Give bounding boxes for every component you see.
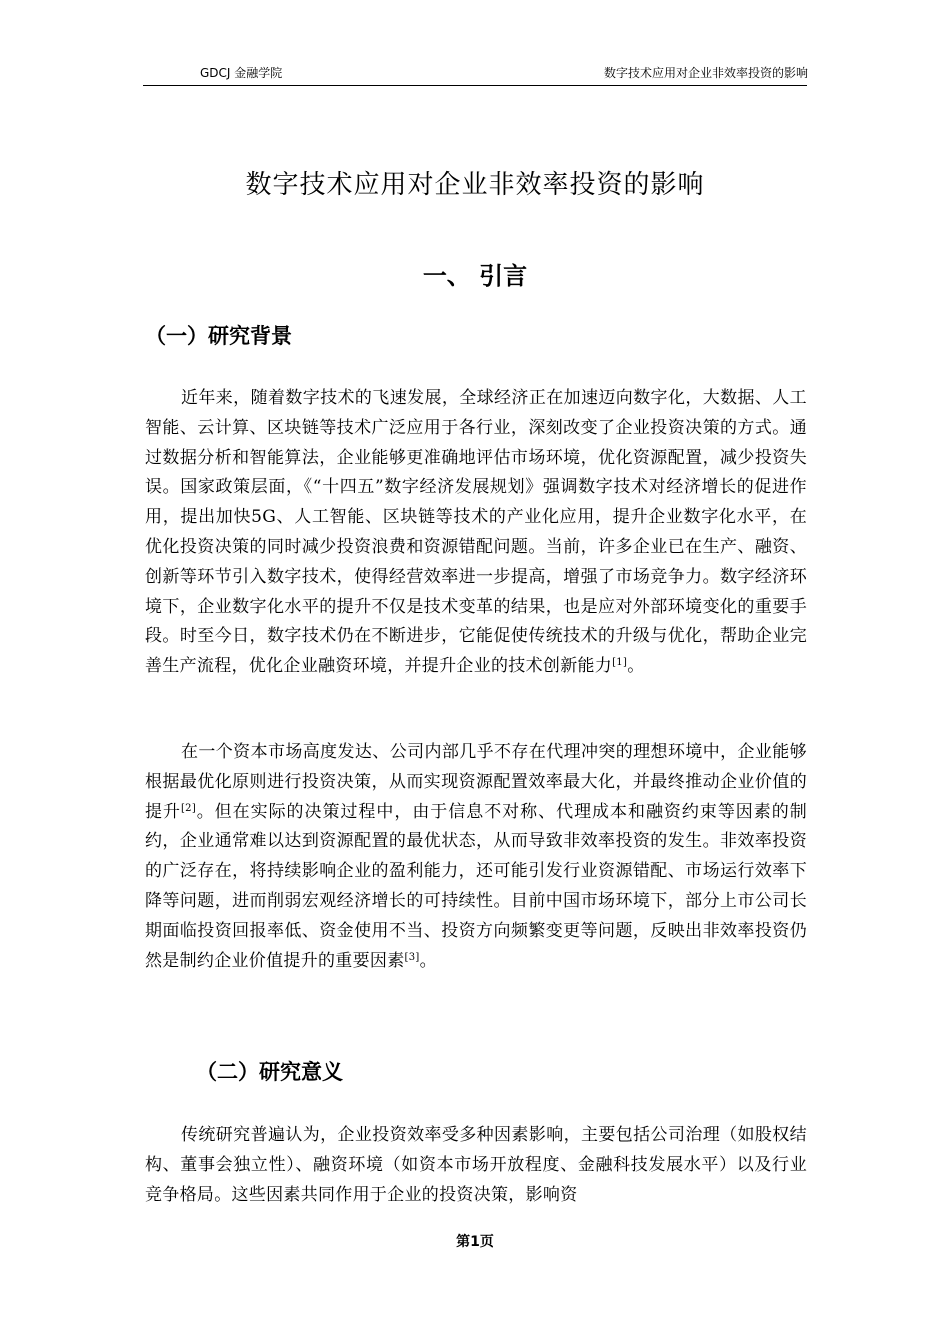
page-number: 第1页 [456,1234,494,1250]
body-paragraph [145,384,807,682]
header-divider [143,85,807,86]
body-paragraph [145,738,807,976]
running-header-title: 数字技术应用对企业非效率投资的影响 [603,66,808,80]
section-heading-significance: （二）研究意义 [196,1060,343,1084]
chapter-heading: 一、 引言 [422,262,528,290]
section-heading-background: （一）研究背景 [145,324,292,348]
citation-ref: [3] [404,951,420,963]
paragraph-end: 。 [419,950,437,971]
paragraph-text: 。但在实际的决策过程中，由于信息不对称、代理成本和融资约束等因素的制约，企业通常难以达到资源配置的最优状态，从而导致非效率投资的发生。非效率投资的广泛存在，将持续影响企业的盈利能力，还可能引发行业资源错配、市场运行效率下降等问题，进而削弱宏观经济增长的可持续性。目前中国市场环境下，部分上市公司长期面临投资回报率低、资金使用不当、投资方向频繁变更等问题，反映出非效率投资仍然是制约企业价值提升的重要因素 [145,801,807,971]
paragraph-text: 传统研究普遍认为，企业投资效率受多种因素影响，主要包括公司治理（如股权结构、董事会独立性）、融资环境（如资本市场开放程度、金融科技发展水平）以及行业竞争格局。这些因素共同作用于企业的投资决策，影响资 [145,1125,807,1205]
paragraph-text: 在一个资本市场高度发达、公司内部几乎不存在代理冲突的理想环境中，企业能够根据最优化原则进行投资决策，从而实现资源配置效率最大化，并最终推动企业价值的提升 [145,742,807,822]
body-paragraph [145,1121,807,1210]
citation-ref: [1] [612,657,628,669]
citation-ref: [2] [180,802,197,814]
paragraph-end: 。 [627,656,645,677]
running-header-institution: GDCJ 金融学院 [200,66,283,80]
paper-title: 数字技术应用对企业非效率投资的影响 [245,170,705,200]
paragraph-text: 近年来，随着数字技术的飞速发展，全球经济正在加速迈向数字化，大数据、人工智能、云计算、区块链等技术广泛应用于各行业，深刻改变了企业投资决策的方式。通过数据分析和智能算法，企业能够更准确地评估市场环境，优化资源配置，减少投资失误。国家政策层面，《“十四五”数字经济发展规划》强调数字技术对经济增长的促进作用，提出加快5G、人工智能、区块链等技术的产业化应用，提升企业数字化水平，在优化投资决策的同时减少投资浪费和资源错配问题。当前，许多企业已在生产、融资、创新等环节引入数字技术，使得经营效率进一步提高，增强了市场竞争力。数字经济环境下，企业数字化水平的提升不仅是技术变革的结果，也是应对外部环境变化的重要手段。时至今日，数字技术仍在不断进步，它能促使传统技术的升级与优化，帮助企业完善生产流程，优化企业融资环境，并提升企业的技术创新能力 [145,388,807,677]
